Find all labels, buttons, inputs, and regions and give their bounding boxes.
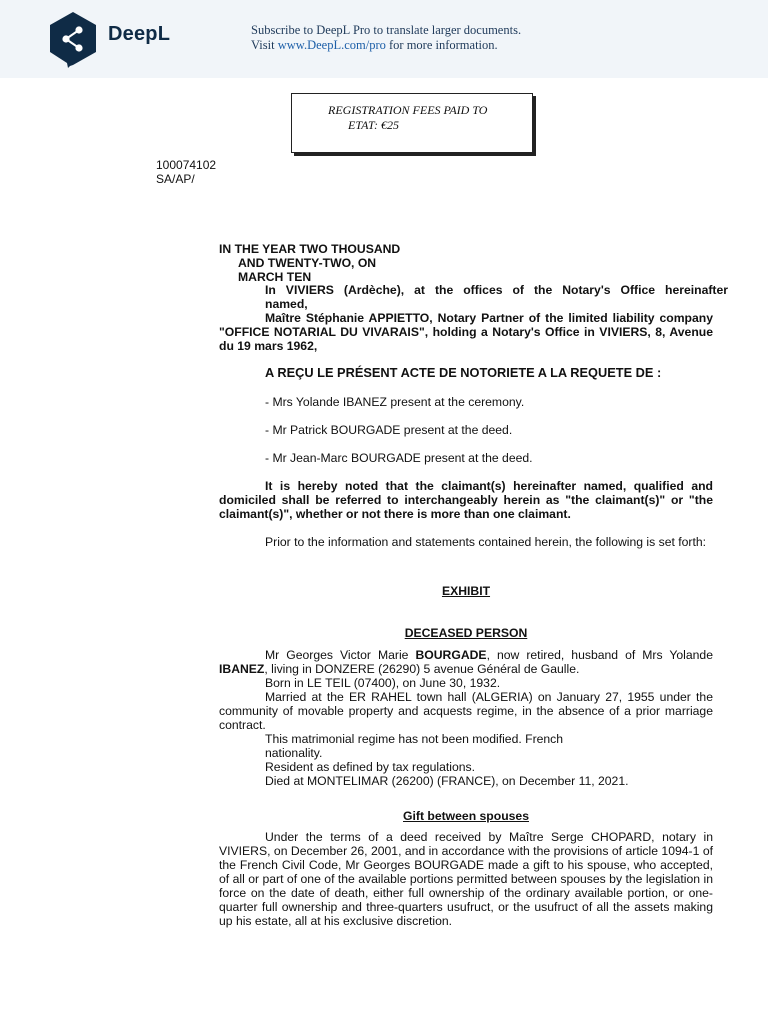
party-1: - Mrs Yolande IBANEZ present at the ceremony.	[265, 395, 525, 409]
deceased-heading: DECEASED PERSON	[404, 626, 528, 640]
regime-line-2: nationality.	[265, 746, 323, 760]
document-reference	[156, 158, 216, 186]
registration-fee-box	[291, 93, 533, 153]
exhibit-heading: EXHIBIT	[441, 584, 491, 598]
intro-line-1: IN THE YEAR TWO THOUSAND	[219, 242, 401, 256]
deceased-surname: BOURGADE	[415, 648, 487, 662]
spouse-surname: IBANEZ	[219, 662, 265, 676]
fee-line-2: ETAT: €25	[348, 118, 400, 132]
intro-line-2: AND TWENTY-TWO, ON	[238, 256, 377, 270]
banner-line-2: Visit www.DeepL.com/pro for more information.	[251, 38, 498, 52]
location-line-1: In VIVIERS (Ardèche), at the offices of the Notary's Office hereinafter	[265, 283, 728, 297]
deceased-intro: Mr Georges Victor Marie BOURGADE, now retired, husband of Mrs Yolande IBANEZ, living in DONZERE (26290) 5 avenue Général de Gaulle.	[219, 648, 713, 676]
regime-line-1: This matrimonial regime has not been modified. French	[265, 732, 564, 746]
notary-paragraph: Maître Stéphanie APPIETTO, Notary Partner of the limited liability company "OFFICE NOTARIAL DU VIVARAIS", holding a Notary's Office in VIVIERS, 8, Avenue du 19 mars 1962,	[219, 311, 713, 353]
location-line-2: named,	[265, 297, 308, 311]
deceased-died: Died at MONTELIMAR (26200) (FRANCE), on December 11, 2021.	[265, 774, 629, 788]
deceased-married: Married at the ER RAHEL town hall (ALGERIA) on January 27, 1955 under the community of movable property and acquests regime, in the absence of a prior marriage contract.	[219, 690, 713, 732]
deceased-resident: Resident as defined by tax regulations.	[265, 760, 476, 774]
intro-line-3: MARCH TEN	[238, 270, 312, 284]
deepl-banner	[0, 0, 768, 78]
reference-number: 100074102	[156, 158, 217, 172]
deceased-born: Born in LE TEIL (07400), on June 30, 1932.	[265, 676, 501, 690]
banner-message	[251, 23, 521, 53]
reference-initials: SA/AP/	[156, 172, 195, 186]
party-3: - Mr Jean-Marc BOURGADE present at the deed.	[265, 451, 533, 465]
deepl-logo-icon	[46, 10, 100, 68]
prior-statement: Prior to the information and statements contained herein, the following is set forth:	[265, 535, 707, 549]
fee-line-1: REGISTRATION FEES PAID TO	[328, 103, 488, 117]
deepl-pro-link[interactable]: www.DeepL.com/pro	[277, 38, 386, 52]
received-heading: A REÇU LE PRÉSENT ACTE DE NOTORIETE A LA REQUETE DE :	[265, 365, 662, 380]
party-2: - Mr Patrick BOURGADE present at the deed.	[265, 423, 513, 437]
deepl-logo-text: DeepL	[108, 23, 171, 45]
gift-paragraph: Under the terms of a deed received by Maître Serge CHOPARD, notary in VIVIERS, on December 26, 2001, and in accordance with the provisions of article 1094-1 of the French Civil Code, Mr Georges BOURGADE made a gift to his spouse, who accepted, of all or part of one of the available portions permitted between spouses by the legislation in force on the date of death, either full ownership of the ordinary available portion, or one-quarter full ownership and three-quarters usufruct, or the usufruct of all the assets making up his estate, all at his exclusive discretion.	[219, 830, 713, 928]
claimant-note: It is hereby noted that the claimant(s) hereinafter named, qualified and domiciled shall be referred to interchangeably herein as "the claimant(s)" or "the claimant(s)", whether or not there is more than one claimant.	[219, 479, 713, 521]
gift-heading: Gift between spouses	[403, 809, 529, 823]
banner-line-1: Subscribe to DeepL Pro to translate larger documents.	[251, 23, 522, 37]
